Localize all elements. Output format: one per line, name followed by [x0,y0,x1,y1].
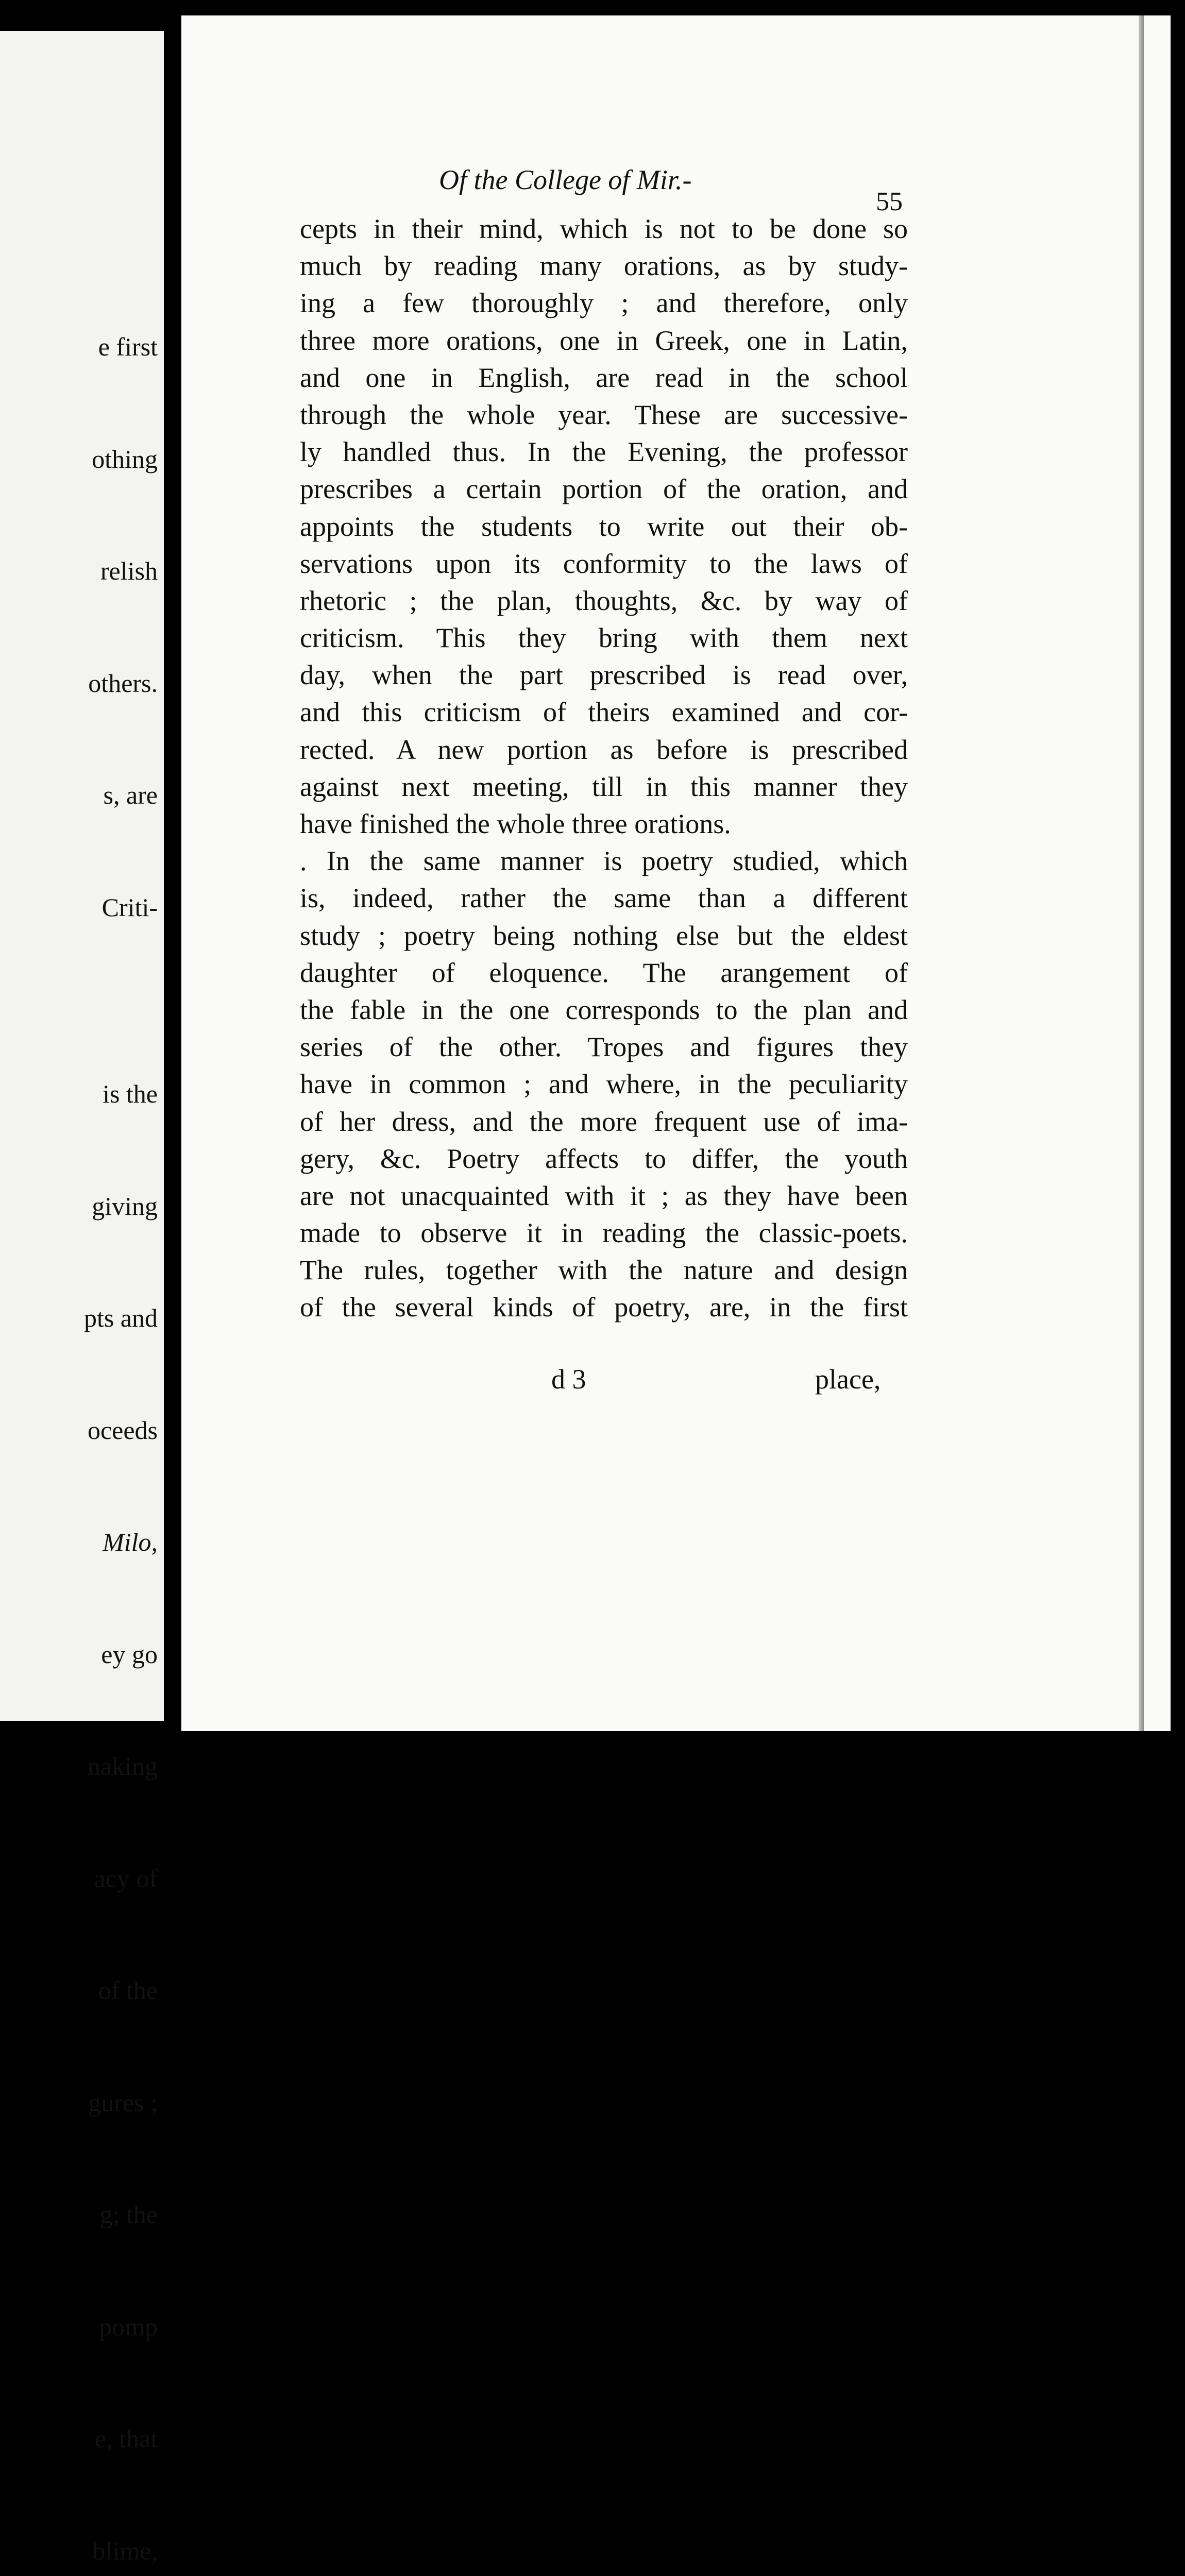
left-fragment-line: g; the [99,2200,158,2229]
text-line: daughter of eloquence. The arangement of [300,957,908,988]
left-fragment-line: naking [87,1752,158,1781]
left-fragment-line: Milo, [103,1528,158,1556]
text-line: gery, &c. Poetry affects to differ, the youth [300,1143,908,1174]
left-fragment-line: oceeds [87,1415,158,1445]
left-fragment-line: e first [98,332,158,361]
text-line: appoints the students to write out their ob- [300,511,908,542]
running-head: Of the College of Mir.- [439,164,692,195]
left-fragment-line: giving [92,1191,158,1221]
text-line: is, indeed, rather the same than a different [300,883,908,914]
text-line: and this criticism of theirs examined and cor- [300,697,908,728]
text-line: have in common ; and where, in the peculiarity [300,1069,908,1100]
left-fragment-line: s, are [103,781,158,809]
text-line: of the several kinds of poetry, are, in the first [300,1292,908,1323]
text-line: three more orations, one in Greek, one in Latin, [300,325,908,356]
text-line: servations upon its conformity to the laws of [300,548,908,579]
text-line: . In the same manner is poetry studied, which [300,845,908,877]
text-line: rected. A new portion as before is prescribed [300,734,908,765]
text-line: and one in English, are read in the school [300,362,908,393]
left-fragment-line: relish [100,556,158,585]
text-line: series of the other. Tropes and figures they [300,1031,908,1063]
text-line: day, when the part prescribed is read over, [300,659,908,691]
text-line: The rules, together with the nature and design [300,1255,908,1286]
left-page [0,31,164,2565]
page-number: 55 [876,187,903,216]
text-line: criticism. This they bring with them next [300,622,908,654]
left-fragment-line: gures ; [88,2088,158,2117]
text-line: much by reading many orations, as by study- [300,250,908,282]
left-fragment-line: others. [88,668,158,698]
text-line: ing a few thoroughly ; and therefore, only [300,287,908,319]
left-fragment-line: othing [92,444,158,473]
left-fragment-line: is the [103,1079,158,1108]
signature-mark: d 3 [551,1364,586,1395]
text-line: study ; poetry being nothing else but the eldest [300,920,908,951]
text-line: through the whole year. These are successive- [300,399,908,430]
text-line: prescribes a certain portion of the oration, and [300,473,908,505]
left-fragment-line: pomp [99,2312,158,2341]
text-line: have finished the whole three orations. [300,808,731,839]
left-page-text-fragments [76,253,158,2576]
text-line: cepts in their mind, which is not to be done so [300,213,908,244]
left-fragment-line: acy of [94,1863,158,1893]
left-fragment-line: e, that [94,2424,158,2453]
text-line: ly handled thus. In the Evening, the professor [300,436,908,468]
text-line: against next meeting, till in this manner they [300,771,908,802]
catchword: place, [815,1364,881,1395]
text-line: rhetoric ; the plan, thoughts, &c. by way of [300,585,908,616]
left-fragment-line: ey go [101,1639,158,1669]
text-line: are not unacquainted with it ; as they have been [300,1180,908,1211]
book-gutter [170,31,181,1726]
body-text [300,210,908,1326]
page-edge-shadow [1139,15,1144,1731]
text-line: of her dress, and the more frequent use of ima- [300,1106,908,1137]
left-fragment-line: blime, [92,2536,158,2565]
left-fragment-line: of the [98,1976,158,2005]
left-fragment-line: Criti- [101,892,158,922]
text-line: the fable in the one corresponds to the plan and [300,994,908,1025]
left-fragment-line: pts and [83,1303,158,1332]
text-line: made to observe it in reading the classic-poets. [300,1217,908,1249]
